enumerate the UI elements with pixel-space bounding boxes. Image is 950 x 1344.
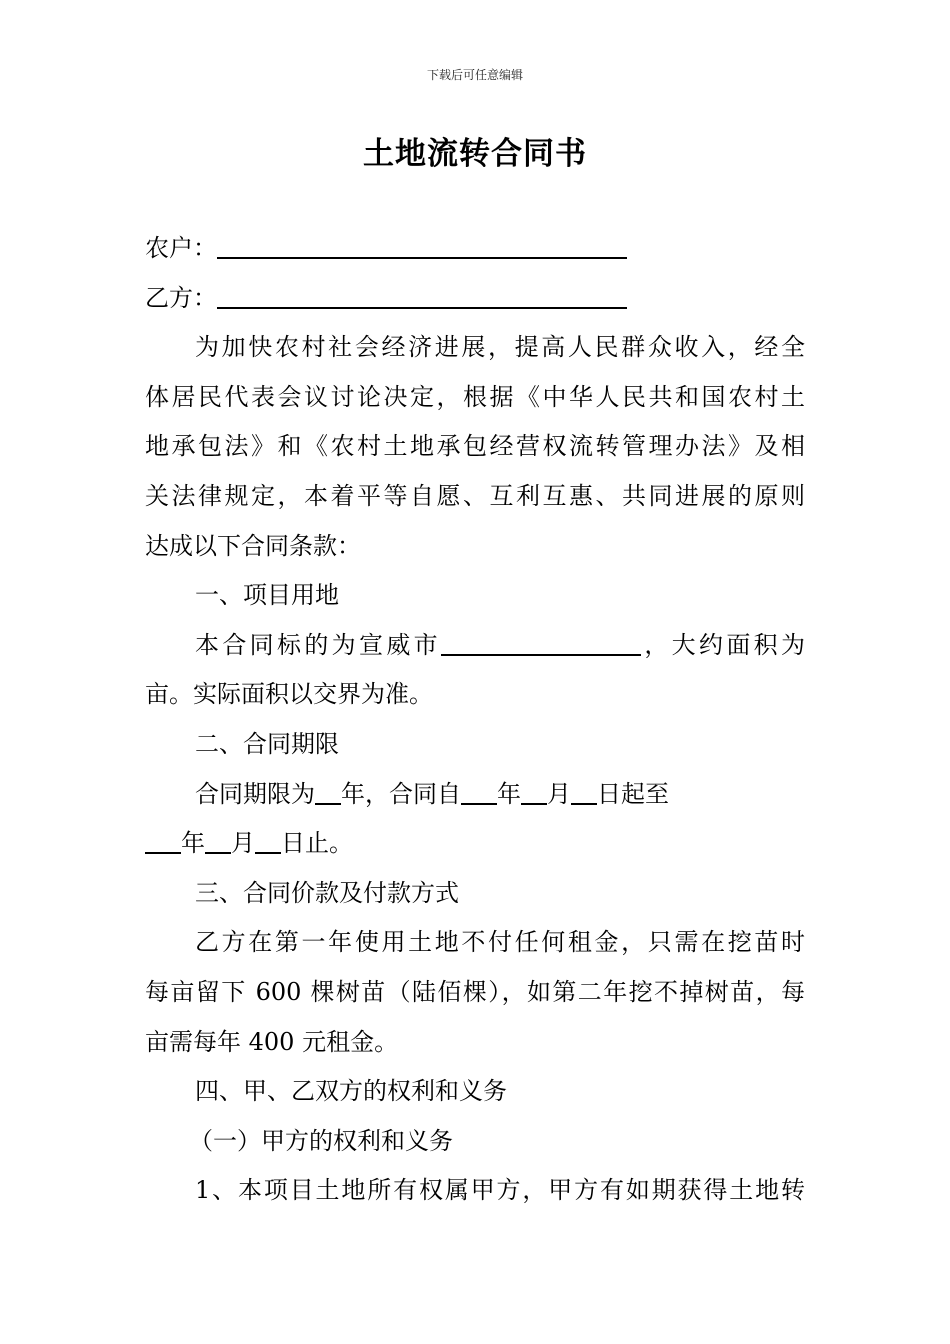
- section3-line-1: 乙方在第一年使用土地不付任何租金，只需在挖苗时: [195, 928, 805, 957]
- term-text-4: 月: [547, 779, 571, 808]
- farmer-line: [145, 224, 805, 274]
- section1-line-1: [145, 621, 805, 671]
- term-text-3: 年: [497, 779, 521, 808]
- farmer-label: 农户：: [145, 234, 217, 262]
- section3-line-2: 每亩留下 600 棵树苗（陆佰棵），如第二年挖不掉树苗，每: [145, 977, 805, 1006]
- section4-heading: 四、甲、乙双方的权利和义务: [195, 1077, 507, 1106]
- term-text-2: 年，合同自: [341, 779, 461, 808]
- section3-heading: 三、合同价款及付款方式: [195, 878, 459, 907]
- start-year-blank: [461, 773, 497, 805]
- party-b-line: [145, 274, 805, 324]
- section2-heading: 二、合同期限: [195, 729, 339, 758]
- term-text-1: 合同期限为: [195, 779, 315, 808]
- section4-item1: 1、本项目土地所有权属甲方，甲方有如期获得土地转: [195, 1176, 805, 1205]
- intro-line-1: 为加快农村社会经济进展，提高人民群众收入，经全: [195, 333, 805, 362]
- party-b-blank: [217, 277, 627, 309]
- end-year-blank: [145, 822, 181, 854]
- intro-line-5: 达成以下合同条款：: [145, 531, 361, 560]
- section2-line-1: [145, 770, 805, 820]
- section1-text-a: 本合同标的为宣威市: [195, 630, 441, 659]
- document-body: [145, 224, 805, 1216]
- term-text-5: 日起至: [597, 779, 669, 808]
- term-text-6: 年: [181, 829, 205, 858]
- section4-sub1: （一）甲方的权利和义务: [189, 1126, 453, 1155]
- term-years-blank: [315, 773, 341, 805]
- party-b-label: 乙方：: [145, 283, 217, 312]
- location-blank: [441, 624, 641, 656]
- section1-line-2: 亩。实际面积以交界为准。: [145, 680, 433, 709]
- end-day-blank: [255, 822, 281, 854]
- page-header-note: 下载后可任意编辑: [426, 68, 523, 82]
- section2-line-2: [145, 819, 805, 869]
- intro-line-3: 地承包法》和《农村土地承包经营权流转管理办法》及相: [145, 432, 805, 461]
- intro-line-2: 体居民代表会议讨论决定，根据《中华人民共和国农村土: [145, 382, 805, 411]
- term-text-8: 日止。: [281, 829, 353, 858]
- start-day-blank: [571, 773, 597, 805]
- section1-text-b: ，大约面积为: [641, 630, 805, 659]
- end-month-blank: [205, 822, 231, 854]
- section3-line-3: 亩需每年 400 元租金。: [145, 1027, 399, 1056]
- intro-line-4: 关法律规定，本着平等自愿、互利互惠、共同进展的原则: [145, 481, 805, 510]
- section1-heading: 一、项目用地: [195, 581, 339, 610]
- term-text-7: 月: [231, 829, 255, 858]
- document-title: 土地流转合同书: [363, 136, 587, 172]
- farmer-blank: [217, 227, 627, 259]
- start-month-blank: [521, 773, 547, 805]
